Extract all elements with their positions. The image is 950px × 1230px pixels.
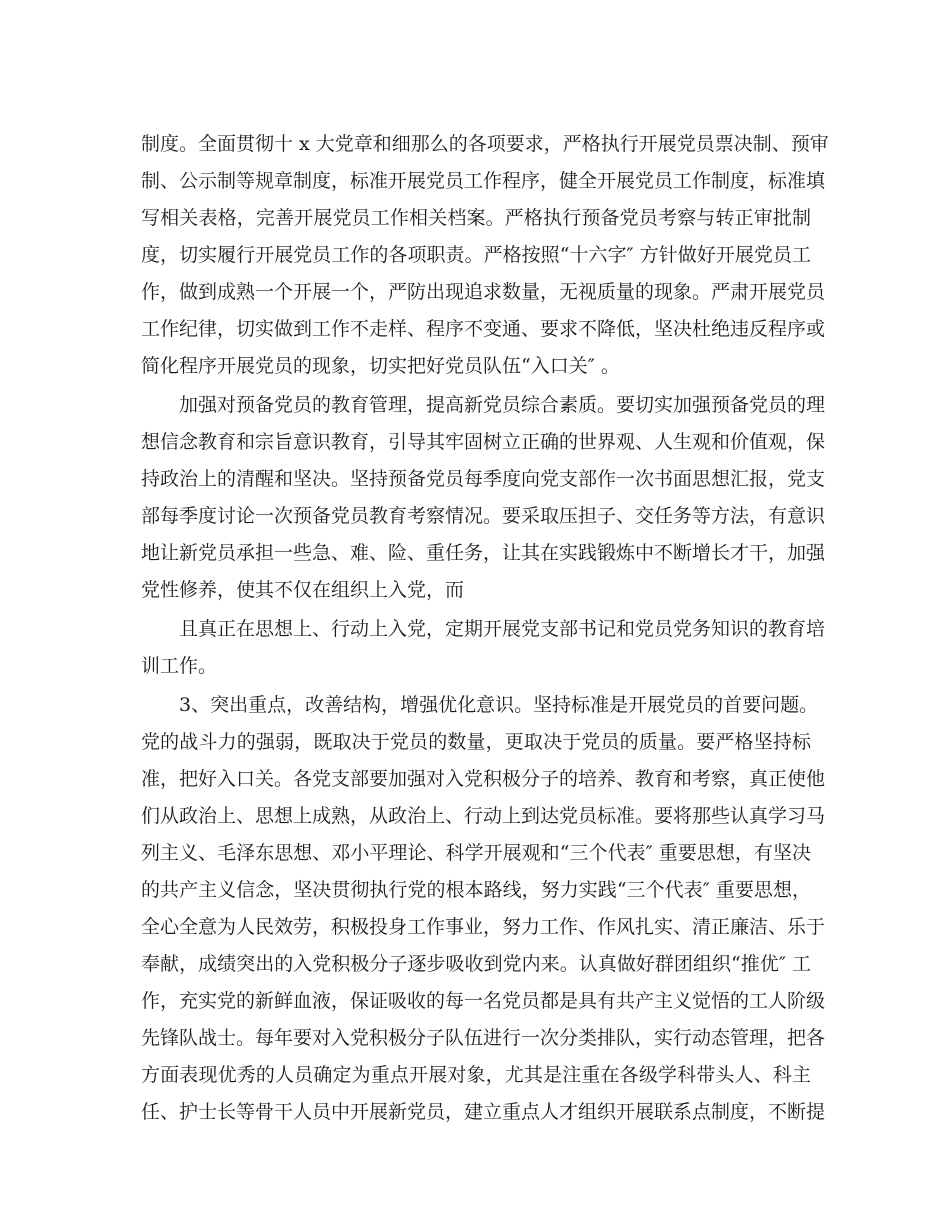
text-line: 们从政治上、思想上成熟，从政治上、行动上到达党员标准。要将那些认真学习马 (141, 805, 826, 827)
text-line: 想信念教育和宗旨意识教育，引导其牢固树立正确的世界观、人生观和价值观，保 (141, 431, 826, 453)
text-line: 制、公示制等规章制度，标准开展党员工作程序，健全开展党员工作制度，标准填 (141, 170, 826, 192)
text-line: 工作纪律，切实做到工作不走样、程序不变通、要求不降低，坚决杜绝违反程序或 (141, 318, 826, 340)
paragraph (141, 687, 826, 1131)
text-line: 党性修养，使其不仅在组织上入党，而 (141, 579, 465, 601)
paragraph (141, 126, 829, 385)
text-line: 先锋队战士。每年要对入党积极分子队伍进行一次分类排队，实行动态管理，把各 (141, 1027, 826, 1049)
text-line: 列主义、毛泽东思想、邓小平理论、科学开展观和“三个代表″ 重要思想，有坚决 (141, 842, 811, 864)
text-line: 作，做到成熟一个开展一个，严防出现追求数量，无视质量的现象。严肃开展党员 (141, 281, 826, 303)
text-line: 地让新党员承担一些急、难、险、重任务，让其在实践锻炼中不断增长才干，加强 (141, 542, 826, 564)
text-line: 且真正在思想上、行动上入党，定期开展党支部书记和党员党务知识的教育培 (179, 618, 826, 640)
paragraph (141, 611, 826, 685)
paragraph (141, 387, 826, 609)
text-line: 任、护士长等骨干人员中开展新党员，建立重点人才组织开展联系点制度，不断提 (141, 1101, 826, 1123)
text-line: 全心全意为人民效劳，积极投身工作事业，努力工作、作风扎实、清正廉洁、乐于 (141, 916, 826, 938)
text-line: 的共产主义信念，坚决贯彻执行党的根本路线，努力实践“三个代表″ 重要思想， (141, 879, 811, 901)
document-body (141, 126, 829, 1131)
text-line: 党的战斗力的强弱，既取决于党员的数量，更取决于党员的质量。要严格坚持标 (141, 731, 811, 753)
text-line: 奉献，成绩突出的入党积极分子逐步吸收到党内来。认真做好群团组织“推优″ 工 (141, 953, 811, 975)
text-line: 制度。全面贯彻十 x 大党章和细那么的各项要求，严格执行开展党员票决制、预审 (141, 133, 829, 155)
text-line: 作，充实党的新鲜血液，保证吸收的每一名党员都是具有共产主义觉悟的工人阶级 (141, 990, 826, 1012)
text-line: 简化程序开展党员的现象，切实把好党员队伍“入口关″ 。 (141, 355, 620, 377)
text-line: 3、突出重点，改善结构，增强优化意识。坚持标准是开展党员的首要问题。 (179, 694, 819, 716)
text-line: 准，把好入口关。各党支部要加强对入党积极分子的培养、教育和考察，真正使他 (141, 768, 826, 790)
text-line: 加强对预备党员的教育管理，提高新党员综合素质。要切实加强预备党员的理 (179, 394, 826, 416)
text-line: 写相关表格，完善开展党员工作相关档案。严格执行预备党员考察与转正审批制 (141, 207, 811, 229)
text-line: 度，切实履行开展党员工作的各项职责。严格按照“十六字″ 方针做好开展党员工 (141, 244, 811, 266)
text-line: 持政治上的清醒和坚决。坚持预备党员每季度向党支部作一次书面思想汇报，党支 (141, 468, 826, 490)
text-line: 方面表现优秀的人员确定为重点开展对象，尤其是注重在各级学科带头人、科主 (141, 1064, 811, 1086)
text-line: 训工作。 (141, 655, 218, 677)
text-line: 部每季度讨论一次预备党员教育考察情况。要采取压担子、交任务等方法，有意识 (141, 505, 826, 527)
